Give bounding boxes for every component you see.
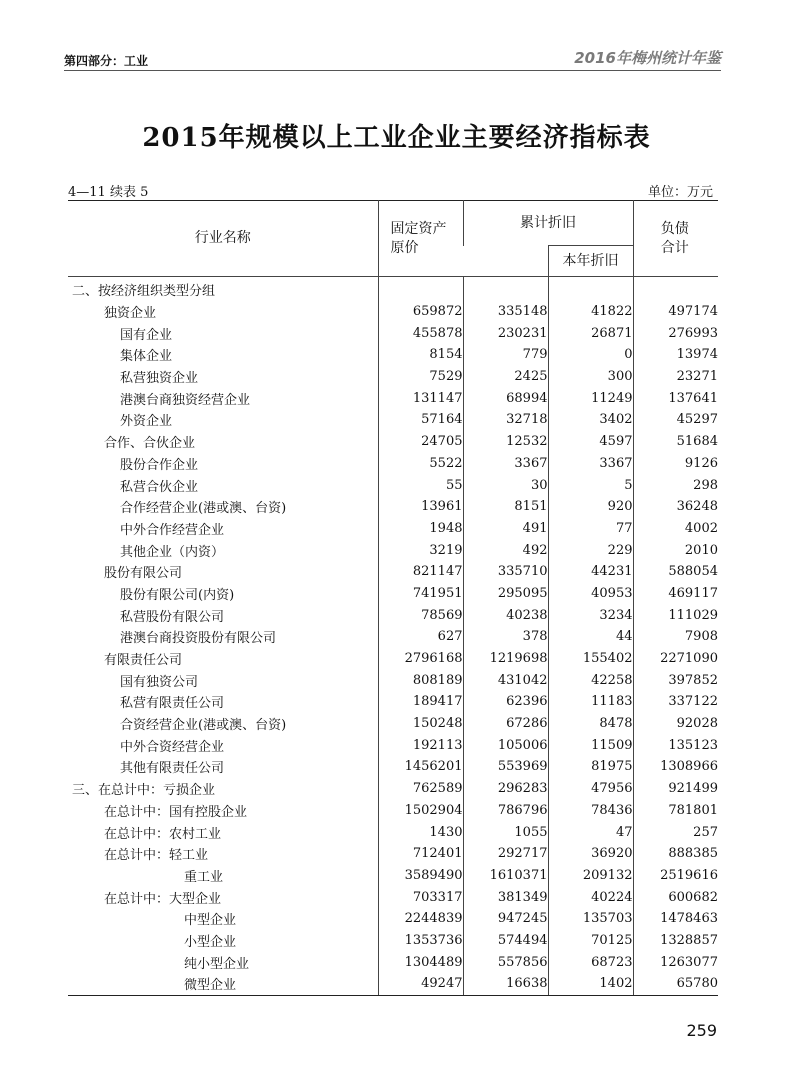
- row-industry-name: 外资企业: [120, 414, 173, 430]
- total-liabilities-value: 781801: [633, 800, 718, 822]
- row-industry-name: 股份合作企业: [120, 457, 199, 473]
- row-industry-name: 三、在总计中：亏损企业: [72, 783, 216, 799]
- fixed-assets-value: 13961: [378, 496, 463, 518]
- header-fixed-assets-label: 固定资产原价: [390, 220, 447, 256]
- total-liabilities-value: 257: [633, 821, 718, 843]
- row-industry-name: 在总计中：大型企业: [104, 891, 222, 907]
- fixed-assets-value: 1456201: [378, 756, 463, 778]
- current-depreciation-value: 36920: [548, 843, 633, 865]
- current-depreciation-value: 68723: [548, 951, 633, 973]
- total-liabilities-value: 921499: [633, 778, 718, 800]
- total-liabilities-value: 337122: [633, 691, 718, 713]
- row-industry-name: 二、按经济组织类型分组: [72, 284, 216, 300]
- fixed-assets-value: 3589490: [378, 865, 463, 887]
- table-row: [68, 496, 718, 518]
- total-liabilities-value: 497174: [633, 301, 718, 323]
- header-fixed-assets: [378, 201, 463, 277]
- total-liabilities-value: 1263077: [633, 951, 718, 973]
- row-industry-name: 其他有限责任公司: [120, 761, 225, 777]
- current-depreciation-value: 3367: [548, 453, 633, 475]
- current-depreciation-value: 40224: [548, 886, 633, 908]
- row-industry-name: 股份有限公司: [104, 566, 183, 582]
- accum-depreciation-value: 16638: [463, 973, 548, 995]
- current-depreciation-value: 135703: [548, 908, 633, 930]
- fixed-assets-value: 192113: [378, 734, 463, 756]
- table-row: [68, 518, 718, 540]
- total-liabilities-value: 51684: [633, 431, 718, 453]
- header-current-depreciation: 本年折旧: [548, 246, 633, 277]
- current-depreciation-value: 920: [548, 496, 633, 518]
- table-row: [68, 474, 718, 496]
- current-depreciation-value: 300: [548, 366, 633, 388]
- row-industry-name: 合作、合伙企业: [104, 436, 196, 452]
- table-body: [68, 277, 718, 996]
- accum-depreciation-value: 381349: [463, 886, 548, 908]
- current-depreciation-value: 44: [548, 626, 633, 648]
- total-liabilities-value: 397852: [633, 669, 718, 691]
- table-row: [68, 387, 718, 409]
- fixed-assets-value: 78569: [378, 604, 463, 626]
- total-liabilities-value: 1478463: [633, 908, 718, 930]
- header-rule: [64, 70, 721, 71]
- row-industry-name: 私营独资企业: [120, 371, 199, 387]
- total-liabilities-value: 298: [633, 474, 718, 496]
- fixed-assets-value: 808189: [378, 669, 463, 691]
- fixed-assets-value: 741951: [378, 583, 463, 605]
- current-depreciation-value: 41822: [548, 301, 633, 323]
- fixed-assets-value: 1304489: [378, 951, 463, 973]
- current-depreciation-value: 11183: [548, 691, 633, 713]
- fixed-assets-value: 2796168: [378, 648, 463, 670]
- table-row: [68, 930, 718, 952]
- table-row: [68, 800, 718, 822]
- accum-depreciation-value: 1610371: [463, 865, 548, 887]
- total-liabilities-value: 65780: [633, 973, 718, 995]
- current-depreciation-value: 78436: [548, 800, 633, 822]
- table-row: [68, 583, 718, 605]
- page-number: 259: [686, 1021, 717, 1040]
- fixed-assets-value: 1948: [378, 518, 463, 540]
- header-spacer: [463, 246, 548, 277]
- table-row: [68, 561, 718, 583]
- fixed-assets-value: 150248: [378, 713, 463, 735]
- accum-depreciation-value: 8151: [463, 496, 548, 518]
- table-row: [68, 301, 718, 323]
- current-depreciation-value: 70125: [548, 930, 633, 952]
- row-industry-name: 中型企业: [184, 913, 237, 929]
- row-industry-name: 私营合伙企业: [120, 479, 199, 495]
- total-liabilities-value: 137641: [633, 387, 718, 409]
- accum-depreciation-value: 62396: [463, 691, 548, 713]
- row-industry-name: 港澳台商独资经营企业: [120, 392, 251, 408]
- table-row: [68, 908, 718, 930]
- table-row: [68, 756, 718, 778]
- fixed-assets-value: 7529: [378, 366, 463, 388]
- fixed-assets-value: 24705: [378, 431, 463, 453]
- total-liabilities-value: 1308966: [633, 756, 718, 778]
- accum-depreciation-value: 230231: [463, 322, 548, 344]
- table-row: [68, 344, 718, 366]
- fixed-assets-value: 8154: [378, 344, 463, 366]
- table-row: [68, 277, 718, 301]
- current-depreciation-value: 11509: [548, 734, 633, 756]
- total-liabilities-value: 276993: [633, 322, 718, 344]
- table-row: [68, 951, 718, 973]
- row-industry-name: 股份有限公司(内资): [120, 587, 235, 603]
- current-depreciation-value: 47956: [548, 778, 633, 800]
- table-row: [68, 821, 718, 843]
- total-liabilities-value: 135123: [633, 734, 718, 756]
- accum-depreciation-value: 40238: [463, 604, 548, 626]
- current-depreciation-value: 11249: [548, 387, 633, 409]
- table-row: [68, 539, 718, 561]
- accum-depreciation-value: 335148: [463, 301, 548, 323]
- fixed-assets-value: 5522: [378, 453, 463, 475]
- total-liabilities-value: 600682: [633, 886, 718, 908]
- accum-depreciation-value: [463, 277, 548, 301]
- accum-depreciation-value: 67286: [463, 713, 548, 735]
- total-liabilities-value: 469117: [633, 583, 718, 605]
- total-liabilities-value: 588054: [633, 561, 718, 583]
- row-industry-name: 有限责任公司: [104, 653, 183, 669]
- row-industry-name: 纯小型企业: [184, 956, 250, 972]
- fixed-assets-value: 1502904: [378, 800, 463, 822]
- fixed-assets-value: 57164: [378, 409, 463, 431]
- table-row: [68, 626, 718, 648]
- accum-depreciation-value: 431042: [463, 669, 548, 691]
- accum-depreciation-value: 292717: [463, 843, 548, 865]
- total-liabilities-value: 13974: [633, 344, 718, 366]
- total-liabilities-value: 36248: [633, 496, 718, 518]
- current-depreciation-value: 40953: [548, 583, 633, 605]
- accum-depreciation-value: 3367: [463, 453, 548, 475]
- row-industry-name: 小型企业: [184, 934, 237, 950]
- unit-label: 单位：万元: [647, 185, 713, 200]
- accum-depreciation-value: 335710: [463, 561, 548, 583]
- accum-depreciation-value: 30: [463, 474, 548, 496]
- accum-depreciation-value: 2425: [463, 366, 548, 388]
- total-liabilities-value: 2271090: [633, 648, 718, 670]
- fixed-assets-value: 55: [378, 474, 463, 496]
- fixed-assets-value: 821147: [378, 561, 463, 583]
- table-row: [68, 843, 718, 865]
- current-depreciation-value: 4597: [548, 431, 633, 453]
- current-depreciation-value: 81975: [548, 756, 633, 778]
- accum-depreciation-value: 378: [463, 626, 548, 648]
- row-industry-name: 中外合作经营企业: [120, 522, 225, 538]
- row-industry-name: 独资企业: [104, 306, 157, 322]
- table-row: [68, 669, 718, 691]
- row-industry-name: 在总计中：轻工业: [104, 848, 209, 864]
- total-liabilities-value: 2010: [633, 539, 718, 561]
- fixed-assets-value: 49247: [378, 973, 463, 995]
- fixed-assets-value: 455878: [378, 322, 463, 344]
- total-liabilities-value: 111029: [633, 604, 718, 626]
- current-depreciation-value: 209132: [548, 865, 633, 887]
- row-industry-name: 私营有限责任公司: [120, 696, 225, 712]
- row-industry-name: 合作经营企业(港或澳、台资): [120, 501, 287, 517]
- table-row: [68, 691, 718, 713]
- current-depreciation-value: 3234: [548, 604, 633, 626]
- accum-depreciation-value: 553969: [463, 756, 548, 778]
- table-row: [68, 713, 718, 735]
- accum-depreciation-value: 295095: [463, 583, 548, 605]
- accum-depreciation-value: 1219698: [463, 648, 548, 670]
- row-industry-name: 重工业: [184, 869, 224, 885]
- accum-depreciation-value: 68994: [463, 387, 548, 409]
- table-row: [68, 865, 718, 887]
- accum-depreciation-value: 786796: [463, 800, 548, 822]
- table-row: [68, 409, 718, 431]
- current-depreciation-value: 47: [548, 821, 633, 843]
- table-row: [68, 322, 718, 344]
- fixed-assets-value: 3219: [378, 539, 463, 561]
- current-depreciation-value: 3402: [548, 409, 633, 431]
- total-liabilities-value: 9126: [633, 453, 718, 475]
- current-depreciation-value: 229: [548, 539, 633, 561]
- table-row: [68, 778, 718, 800]
- current-depreciation-value: 155402: [548, 648, 633, 670]
- fixed-assets-value: 703317: [378, 886, 463, 908]
- section-header: 第四部分：工业: [64, 54, 149, 68]
- accum-depreciation-value: 1055: [463, 821, 548, 843]
- current-depreciation-value: 44231: [548, 561, 633, 583]
- total-liabilities-value: 1328857: [633, 930, 718, 952]
- total-liabilities-value: 7908: [633, 626, 718, 648]
- table-row: [68, 431, 718, 453]
- accum-depreciation-value: 492: [463, 539, 548, 561]
- row-industry-name: 中外合资经营企业: [120, 739, 225, 755]
- total-liabilities-value: 888385: [633, 843, 718, 865]
- fixed-assets-value: 712401: [378, 843, 463, 865]
- current-depreciation-value: 26871: [548, 322, 633, 344]
- table-row: [68, 366, 718, 388]
- total-liabilities-value: 23271: [633, 366, 718, 388]
- yearbook-title: 2016年梅州统计年鉴: [574, 49, 721, 67]
- current-depreciation-value: [548, 277, 633, 301]
- header-industry-name: 行业名称: [68, 201, 378, 277]
- accum-depreciation-value: 491: [463, 518, 548, 540]
- fixed-assets-value: 1430: [378, 821, 463, 843]
- table-row: [68, 648, 718, 670]
- accum-depreciation-value: 779: [463, 344, 548, 366]
- header-total-liabilities-label: 负债合计: [660, 220, 689, 256]
- current-depreciation-value: 77: [548, 518, 633, 540]
- row-industry-name: 在总计中：农村工业: [104, 826, 222, 842]
- fixed-assets-value: 189417: [378, 691, 463, 713]
- accum-depreciation-value: 32718: [463, 409, 548, 431]
- total-liabilities-value: [633, 277, 718, 301]
- table-row: [68, 604, 718, 626]
- fixed-assets-value: [378, 277, 463, 301]
- total-liabilities-value: 2519616: [633, 865, 718, 887]
- header-accum-depreciation: 累计折旧: [463, 201, 633, 246]
- accum-depreciation-value: 105006: [463, 734, 548, 756]
- table-row: [68, 734, 718, 756]
- row-industry-name: 微型企业: [68, 973, 378, 995]
- row-industry-name: 国有独资公司: [120, 674, 199, 690]
- accum-depreciation-value: 557856: [463, 951, 548, 973]
- row-industry-name: 私营股份有限公司: [120, 609, 225, 625]
- total-liabilities-value: 4002: [633, 518, 718, 540]
- fixed-assets-value: 2244839: [378, 908, 463, 930]
- current-depreciation-value: 0: [548, 344, 633, 366]
- fixed-assets-value: 1353736: [378, 930, 463, 952]
- accum-depreciation-value: 296283: [463, 778, 548, 800]
- fixed-assets-value: 659872: [378, 301, 463, 323]
- fixed-assets-value: 762589: [378, 778, 463, 800]
- accum-depreciation-value: 947245: [463, 908, 548, 930]
- fixed-assets-value: 627: [378, 626, 463, 648]
- row-industry-name: 其他企业（内资）: [120, 544, 225, 560]
- row-industry-name: 集体企业: [120, 349, 173, 365]
- row-industry-name: 合资经营企业(港或澳、台资): [120, 718, 287, 734]
- total-liabilities-value: 92028: [633, 713, 718, 735]
- current-depreciation-value: 5: [548, 474, 633, 496]
- accum-depreciation-value: 12532: [463, 431, 548, 453]
- table-row: [68, 973, 718, 995]
- header-total-liabilities: [633, 201, 718, 277]
- page-title: 2015年规模以上工业企业主要经济指标表: [142, 123, 651, 153]
- indicator-table: [68, 200, 718, 996]
- row-industry-name: 港澳台商投资股份有限公司: [120, 631, 277, 647]
- row-industry-name: 在总计中：国有控股企业: [104, 804, 248, 820]
- fixed-assets-value: 131147: [378, 387, 463, 409]
- total-liabilities-value: 45297: [633, 409, 718, 431]
- table-number: 4—11 续表 5: [68, 185, 149, 200]
- table-row: [68, 886, 718, 908]
- table-row: [68, 453, 718, 475]
- current-depreciation-value: 8478: [548, 713, 633, 735]
- current-depreciation-value: 42258: [548, 669, 633, 691]
- current-depreciation-value: 1402: [548, 973, 633, 995]
- row-industry-name: 国有企业: [120, 327, 173, 343]
- accum-depreciation-value: 574494: [463, 930, 548, 952]
